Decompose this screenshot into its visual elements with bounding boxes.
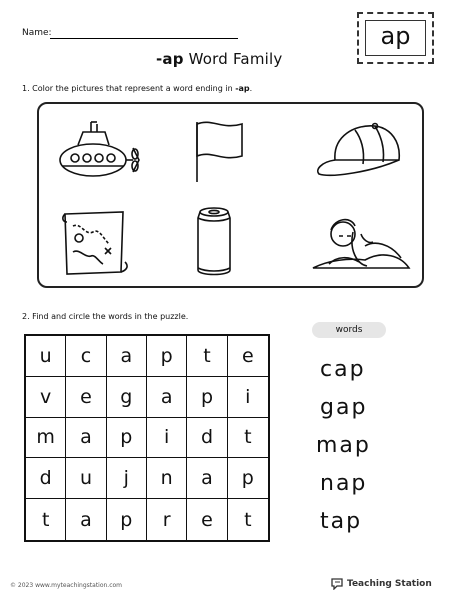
name-field[interactable] <box>50 38 238 39</box>
map-picture[interactable] <box>59 208 133 278</box>
word-item: nap <box>320 471 368 496</box>
copyright-text: © 2023 www.myteachingstation.com <box>10 582 123 589</box>
grid-cell[interactable]: t <box>187 336 227 377</box>
instruction-text: 1. Color the pictures that represent a word ending in <box>22 84 236 93</box>
napping-boy-picture[interactable] <box>309 210 413 278</box>
grid-cell[interactable]: g <box>107 377 147 418</box>
instruction-family: -ap <box>235 84 250 93</box>
pictures-box <box>37 102 424 288</box>
grid-cell[interactable]: u <box>66 458 106 499</box>
name-label: Name: <box>22 28 52 38</box>
grid-cell[interactable]: t <box>228 418 268 459</box>
cap-picture[interactable] <box>311 120 407 184</box>
grid-cell[interactable]: a <box>187 458 227 499</box>
word-search-grid <box>24 334 270 542</box>
instruction-end: . <box>249 84 253 93</box>
word-item: cap <box>320 357 366 382</box>
grid-cell[interactable]: e <box>66 377 106 418</box>
section1-instruction <box>22 84 252 93</box>
grid-cell[interactable]: e <box>187 499 227 540</box>
word-item: map <box>316 433 371 458</box>
stamp-text: ap <box>365 20 426 56</box>
grid-cell[interactable]: a <box>107 336 147 377</box>
grid-cell[interactable]: n <box>147 458 187 499</box>
grid-cell[interactable]: i <box>147 418 187 459</box>
grid-cell[interactable]: t <box>244 508 252 531</box>
grid-cell[interactable]: p <box>187 377 227 418</box>
grid-cell[interactable]: p <box>107 499 147 540</box>
grid-cell[interactable]: d <box>26 458 66 499</box>
grid-cell[interactable]: d <box>187 418 227 459</box>
grid-cell[interactable]: r <box>147 499 187 540</box>
words-heading: words <box>312 322 386 338</box>
submarine-picture[interactable] <box>53 118 143 188</box>
word-item: gap <box>320 395 368 420</box>
grid-cell[interactable]: m <box>26 418 66 459</box>
flag-picture[interactable] <box>187 116 257 186</box>
grid-cell[interactable]: a <box>66 499 106 540</box>
soda-can-picture[interactable] <box>192 204 236 280</box>
word-item: tap <box>320 509 363 534</box>
page-title <box>156 50 282 68</box>
grid-cell[interactable]: e <box>228 336 268 377</box>
grid-cell[interactable]: u <box>26 336 66 377</box>
grid-cell[interactable]: v <box>26 377 66 418</box>
word-family-stamp <box>357 12 434 64</box>
grid-cell[interactable]: p <box>147 336 187 377</box>
grid-cell[interactable]: a <box>66 418 106 459</box>
section2-instruction: 2. Find and circle the words in the puzzle. <box>22 312 189 321</box>
teaching-station-icon <box>330 578 344 590</box>
brand-text: Teaching Station <box>347 579 432 589</box>
grid-cell[interactable]: p <box>107 418 147 459</box>
grid-cell[interactable]: t <box>26 499 66 540</box>
grid-cell[interactable]: p <box>228 458 268 499</box>
grid-cell[interactable]: a <box>147 377 187 418</box>
title-family: -ap <box>156 50 184 68</box>
brand-logo <box>330 578 432 590</box>
grid-cell[interactable]: c <box>66 336 106 377</box>
grid-cell[interactable]: j <box>107 458 147 499</box>
grid-cell[interactable]: i <box>228 377 268 418</box>
title-rest: Word Family <box>183 50 283 68</box>
